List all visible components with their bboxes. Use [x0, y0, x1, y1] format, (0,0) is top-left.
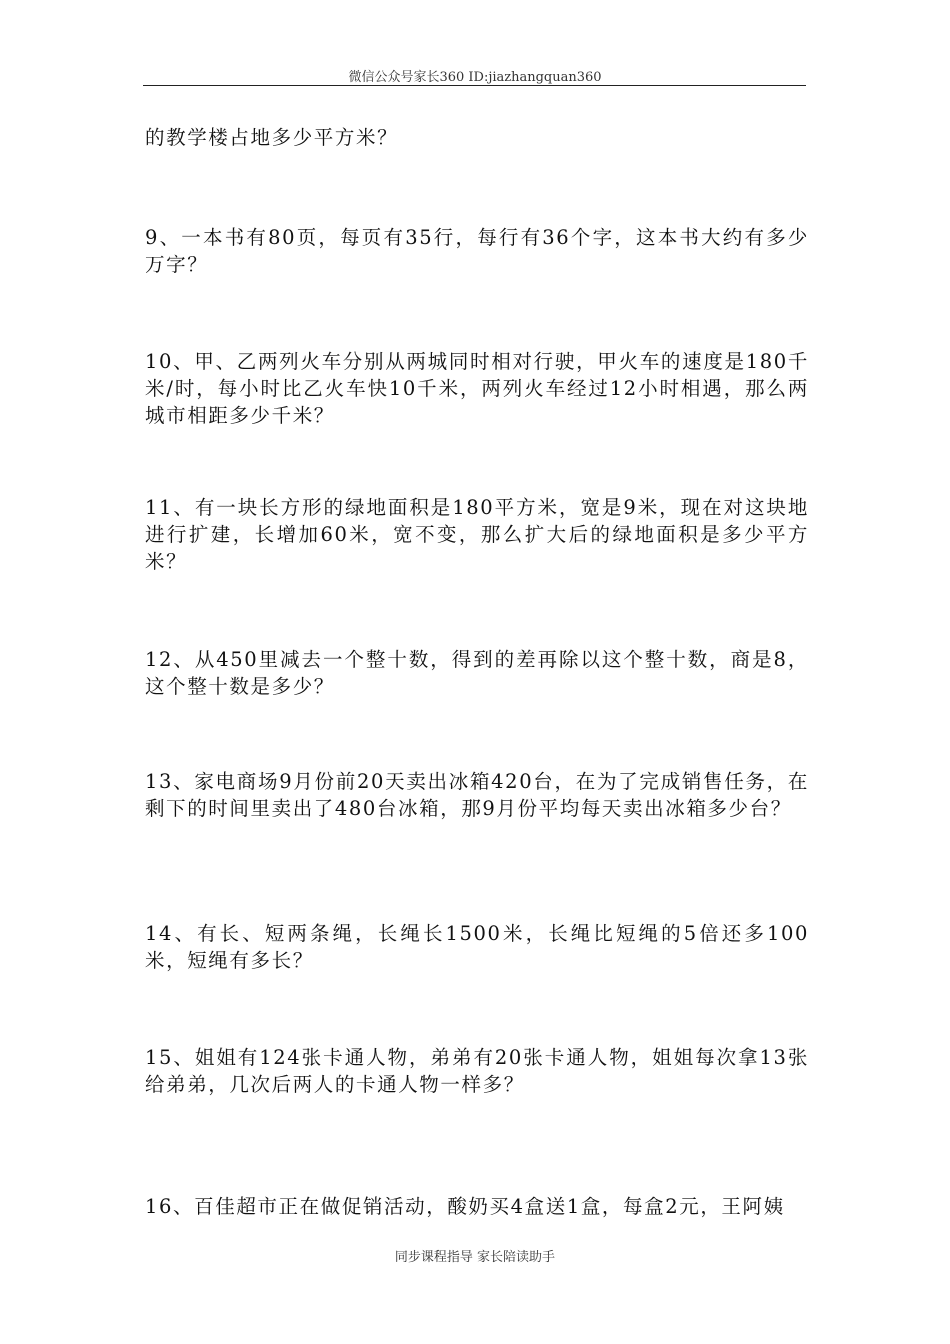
question-13: 13、家电商场9月份前20天卖出冰箱420台，在为了完成销售任务，在剩下的时间里卖出了480台冰箱，那9月份平均每天卖出冰箱多少台？ [145, 770, 809, 820]
question-8-continuation: 的教学楼占地多少平方米？ [145, 126, 399, 149]
page-header: 微信公众号家长360 ID:jiazhangquan360 [348, 70, 602, 85]
question-9: 9、一本书有80页，每页有35行，每行有36个字，这本书大约有多少万字？ [145, 226, 809, 276]
header-divider [143, 85, 806, 86]
question-14: 14、有长、短两条绳，长绳长1500米，长绳比短绳的5倍还多100米，短绳有多长？ [145, 922, 809, 972]
question-16: 16、百佳超市正在做促销活动，酸奶买4盒送1盒，每盒2元，王阿姨 [145, 1195, 785, 1218]
question-10: 10、甲、乙两列火车分别从两城同时相对行驶，甲火车的速度是180千米/时，每小时比乙火车快10千米，两列火车经过12小时相遇，那么两城市相距多少千米？ [145, 350, 809, 427]
question-12: 12、从450里减去一个整十数，得到的差再除以这个整十数，商是8，这个整十数是多少？ [145, 648, 809, 698]
question-15: 15、姐姐有124张卡通人物，弟弟有20张卡通人物，姐姐每次拿13张给弟弟，几次后两人的卡通人物一样多？ [145, 1046, 809, 1096]
question-11: 11、有一块长方形的绿地面积是180平方米，宽是9米，现在对这块地进行扩建，长增加60米，宽不变，那么扩大后的绿地面积是多少平方米？ [145, 496, 809, 573]
page-footer: 同步课程指导 家长陪读助手 [394, 1250, 556, 1265]
